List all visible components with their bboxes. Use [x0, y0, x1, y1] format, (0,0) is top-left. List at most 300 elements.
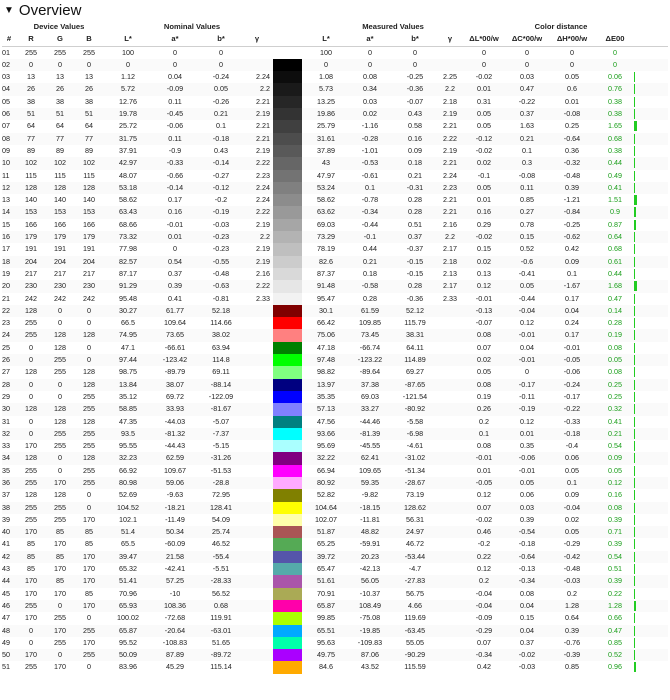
delta-h-cell: -0.25: [563, 219, 581, 229]
measured-l-cell: 47.18: [317, 342, 335, 352]
measured-gamma-cell: [438, 538, 462, 550]
delta-l-cell: -0.04: [475, 600, 493, 610]
color-swatch: [273, 661, 302, 673]
delta-c-cell: 0.3: [522, 158, 532, 168]
delta-h-cell: 1.28: [565, 600, 579, 610]
nominal-l-cell: 77.98: [119, 244, 137, 254]
delta-c-cell: 0.27: [520, 207, 534, 217]
device-g-cell: 255: [54, 514, 66, 524]
measured-l-cell: 13.97: [317, 379, 335, 389]
table-row: [2, 182, 668, 194]
col-header-measured-l: L*: [322, 34, 330, 44]
device-b-cell: 255: [83, 650, 95, 660]
nominal-b-cell: -0.12: [212, 182, 230, 192]
measured-a-cell: 0: [368, 59, 372, 69]
delta-h-cell: -0.48: [563, 564, 581, 574]
measured-gamma-cell: [438, 59, 462, 71]
nominal-l-cell: 1.12: [121, 72, 135, 82]
row-number-cell: 17: [2, 244, 10, 254]
device-b-cell: 115: [83, 170, 95, 180]
device-r-cell: 179: [25, 232, 37, 242]
color-swatch: [273, 588, 302, 600]
device-g-cell: 217: [54, 268, 66, 278]
nominal-gamma-cell: 2.19: [256, 145, 270, 155]
nominal-a-cell: -20.64: [164, 625, 186, 635]
measured-gamma-cell: 2.2: [445, 84, 455, 94]
nominal-a-cell: 45.29: [166, 662, 184, 672]
row-number-cell: 43: [2, 564, 10, 574]
nominal-gamma-cell: [244, 637, 270, 649]
row-number-cell: 37: [2, 490, 10, 500]
color-swatch: [273, 194, 302, 206]
measured-gamma-cell: 2.21: [443, 195, 457, 205]
nominal-gamma-cell: 2.2: [260, 84, 270, 94]
nominal-gamma-cell: 2.21: [256, 133, 270, 143]
nominal-b-cell: 54.09: [212, 514, 230, 524]
nominal-gamma-cell: [244, 526, 270, 538]
device-r-cell: 102: [25, 158, 37, 168]
device-r-cell: 153: [25, 207, 37, 217]
table-row: [2, 133, 668, 145]
device-g-cell: 115: [54, 170, 66, 180]
measured-gamma-cell: [438, 317, 462, 329]
measured-a-cell: -19.85: [359, 625, 381, 635]
delta-e-cell: 1.28: [608, 600, 622, 610]
measured-l-cell: 65.87: [317, 600, 335, 610]
delta-c-cell: -0.03: [518, 662, 536, 672]
device-r-cell: 0: [29, 428, 33, 438]
nominal-a-cell: 0.39: [168, 281, 182, 291]
table-row: [2, 83, 668, 95]
delta-e-bar: [634, 306, 635, 316]
delta-e-cell: 0.61: [608, 256, 622, 266]
nominal-gamma-cell: [244, 551, 270, 563]
nominal-b-cell: -0.18: [212, 133, 230, 143]
delta-c-cell: -0.02: [518, 650, 536, 660]
device-g-cell: 0: [58, 650, 62, 660]
nominal-a-cell: -89.79: [164, 367, 186, 377]
col-header-nominal-b: b*: [217, 34, 225, 44]
delta-e-bar: [634, 515, 635, 525]
device-b-cell: 128: [83, 453, 95, 463]
measured-gamma-cell: 2.13: [443, 268, 457, 278]
measured-a-cell: 56.05: [361, 576, 379, 586]
table-row: [2, 379, 668, 391]
delta-c-cell: -0.08: [518, 170, 536, 180]
color-swatch: [273, 514, 302, 526]
delta-e-cell: 0.87: [608, 219, 622, 229]
color-swatch: [273, 133, 302, 145]
delta-h-cell: -0.39: [563, 650, 581, 660]
delta-e-cell: 0.22: [608, 588, 622, 598]
delta-c-cell: -0.01: [518, 355, 536, 365]
device-r-cell: 85: [27, 564, 35, 574]
measured-b-cell: 0.18: [408, 158, 422, 168]
delta-e-bar: [634, 552, 635, 562]
measured-b-cell: -121.54: [402, 391, 428, 401]
measured-b-cell: -31.02: [404, 453, 426, 463]
device-b-cell: 255: [83, 428, 95, 438]
delta-e-bar: [634, 478, 635, 488]
delta-h-cell: -0.17: [563, 391, 581, 401]
nominal-a-cell: -0.9: [168, 145, 182, 155]
col-header-measured-a: a*: [366, 34, 374, 44]
measured-b-cell: 0.28: [408, 281, 422, 291]
nominal-a-cell: 0.37: [168, 268, 182, 278]
nominal-l-cell: 95.48: [119, 293, 137, 303]
delta-e-cell: 0.32: [608, 404, 622, 414]
device-r-cell: 0: [29, 637, 33, 647]
delta-e-cell: 0.54: [608, 441, 622, 451]
nominal-a-cell: 0.16: [168, 207, 182, 217]
row-number-cell: 08: [2, 133, 10, 143]
color-swatch: [273, 342, 302, 354]
delta-e-bar: [634, 490, 635, 500]
measured-gamma-cell: 2.21: [443, 207, 457, 217]
nominal-gamma-cell: [244, 403, 270, 415]
triangle-down-icon[interactable]: ▼: [4, 4, 14, 16]
measured-a-cell: -44.46: [359, 416, 381, 426]
delta-e-bar: [634, 158, 635, 168]
row-number-cell: 11: [2, 170, 10, 180]
delta-l-cell: -0.01: [475, 293, 493, 303]
nominal-l-cell: 97.44: [119, 355, 137, 365]
device-r-cell: 255: [25, 330, 37, 340]
measured-a-cell: 0.08: [363, 72, 377, 82]
table-row: [2, 538, 668, 550]
delta-l-cell: -0.02: [475, 145, 493, 155]
delta-h-cell: 0.04: [565, 305, 579, 315]
measured-gamma-cell: 2.23: [443, 182, 457, 192]
nominal-l-cell: 66.92: [119, 465, 137, 475]
device-r-cell: 255: [25, 514, 37, 524]
device-g-cell: 255: [54, 502, 66, 512]
device-r-cell: 170: [25, 588, 37, 598]
table-row: [2, 305, 668, 317]
device-r-cell: 115: [25, 170, 37, 180]
nominal-a-cell: -108.83: [162, 637, 188, 647]
nominal-a-cell: 59.06: [166, 477, 184, 487]
nominal-b-cell: 0.05: [214, 84, 228, 94]
nominal-values-group: Nominal Values: [163, 22, 221, 31]
nominal-a-cell: -81.32: [164, 428, 186, 438]
device-b-cell: 255: [83, 391, 95, 401]
col-header-device-g: G: [57, 34, 63, 44]
measured-l-cell: 82.6: [319, 256, 333, 266]
delta-e-cell: 0.08: [608, 342, 622, 352]
device-g-cell: 255: [54, 355, 66, 365]
nominal-b-cell: -7.37: [212, 428, 230, 438]
color-swatch: [273, 83, 302, 95]
delta-l-cell: 0.05: [477, 367, 491, 377]
nominal-b-cell: 51.65: [212, 637, 230, 647]
measured-gamma-cell: [438, 661, 462, 673]
device-g-cell: 179: [54, 232, 66, 242]
color-swatch: [273, 526, 302, 538]
measured-a-cell: 37.38: [361, 379, 379, 389]
delta-h-cell: 0.39: [565, 182, 579, 192]
delta-e-cell: 0.54: [608, 551, 622, 561]
measured-a-cell: 0.02: [363, 109, 377, 119]
delta-e-bar: [634, 207, 636, 217]
measured-b-cell: -0.36: [406, 293, 424, 303]
delta-l-cell: 0.42: [477, 662, 491, 672]
nominal-b-cell: -31.26: [210, 453, 232, 463]
color-swatch: [273, 489, 302, 501]
row-number-cell: 24: [2, 330, 10, 340]
measured-values-group: Measured Values: [362, 22, 424, 31]
device-r-cell: 140: [25, 195, 37, 205]
delta-e-cell: 0.41: [608, 416, 622, 426]
delta-e-bar: [634, 134, 635, 144]
measured-a-cell: -1.01: [361, 145, 379, 155]
color-swatch: [273, 366, 302, 378]
measured-l-cell: 57.13: [317, 404, 335, 414]
delta-l-cell: 0.01: [477, 84, 491, 94]
delta-e-bar: [634, 380, 635, 390]
table-row: [2, 108, 668, 120]
delta-e-cell: 0.05: [608, 355, 622, 365]
nominal-l-cell: 0: [126, 59, 130, 69]
color-swatch: [273, 96, 302, 108]
measured-a-cell: 20.23: [361, 551, 379, 561]
nominal-gamma-cell: 2.22: [256, 207, 270, 217]
measured-l-cell: 75.06: [317, 330, 335, 340]
delta-e-cell: 1.68: [608, 281, 622, 291]
measured-l-cell: 51.87: [317, 527, 335, 537]
delta-e-bar: [634, 589, 635, 599]
nominal-l-cell: 50.09: [119, 650, 137, 660]
device-b-cell: 153: [83, 207, 95, 217]
measured-l-cell: 47.97: [317, 170, 335, 180]
nominal-a-cell: 50.34: [166, 527, 184, 537]
color-swatch: [273, 59, 302, 71]
delta-l-cell: 0.01: [477, 195, 491, 205]
measured-b-cell: 38.31: [406, 330, 424, 340]
device-g-cell: 128: [54, 416, 66, 426]
delta-c-cell: 0.04: [520, 600, 534, 610]
row-number-cell: 16: [2, 232, 10, 242]
device-g-cell: 38: [56, 96, 64, 106]
col-header-nominal-gamma: γ: [254, 34, 260, 44]
nominal-b-cell: 56.52: [212, 588, 230, 598]
delta-h-cell: 0.09: [565, 490, 579, 500]
nominal-a-cell: -0.66: [166, 170, 184, 180]
nominal-l-cell: 48.07: [119, 170, 137, 180]
color-swatch: [273, 538, 302, 550]
delta-l-cell: 0.07: [477, 502, 491, 512]
measured-gamma-cell: 2.24: [443, 170, 457, 180]
table-row: [2, 145, 668, 157]
device-r-cell: 255: [25, 477, 37, 487]
device-r-cell: 77: [27, 133, 35, 143]
measured-l-cell: 95.47: [317, 293, 335, 303]
delta-e-bar: [634, 662, 636, 672]
nominal-l-cell: 65.32: [119, 564, 137, 574]
nominal-a-cell: 0.41: [168, 293, 182, 303]
delta-e-bar: [634, 417, 635, 427]
measured-b-cell: 0.58: [408, 121, 422, 131]
device-r-cell: 0: [29, 59, 33, 69]
measured-b-cell: 56.75: [406, 588, 424, 598]
col-header-delta-l: ΔL*00/w: [469, 34, 499, 44]
device-r-cell: 217: [25, 268, 37, 278]
measured-a-cell: 0.1: [365, 182, 375, 192]
measured-gamma-cell: [438, 588, 462, 600]
delta-e-cell: 1.65: [608, 121, 622, 131]
delta-h-cell: 0: [570, 59, 574, 69]
nominal-a-cell: 109.67: [164, 465, 186, 475]
delta-l-cell: 0.08: [477, 379, 491, 389]
delta-e-bar: [634, 441, 635, 451]
delta-e-cell: 0: [613, 59, 617, 69]
nominal-a-cell: -0.33: [166, 158, 184, 168]
measured-l-cell: 53.24: [317, 182, 335, 192]
nominal-a-cell: 0: [173, 47, 177, 57]
nominal-b-cell: 0.21: [214, 109, 228, 119]
measured-gamma-cell: [438, 379, 462, 391]
color-swatch: [273, 243, 302, 255]
device-g-cell: 13: [56, 72, 64, 82]
nominal-l-cell: 100: [122, 47, 134, 57]
nominal-a-cell: -44.43: [164, 441, 186, 451]
device-r-cell: 0: [29, 355, 33, 365]
color-swatch: [273, 219, 302, 231]
measured-l-cell: 104.64: [315, 502, 337, 512]
table-row: [2, 465, 668, 477]
nominal-l-cell: 32.23: [119, 453, 137, 463]
nominal-b-cell: -81.67: [210, 404, 232, 414]
measured-l-cell: 70.91: [317, 588, 335, 598]
measured-a-cell: -59.91: [359, 539, 381, 549]
nominal-gamma-cell: [244, 342, 270, 354]
device-b-cell: 128: [83, 182, 95, 192]
measured-l-cell: 80.92: [317, 477, 335, 487]
measured-l-cell: 91.48: [317, 281, 335, 291]
color-swatch: [273, 563, 302, 575]
row-number-cell: 09: [2, 145, 10, 155]
delta-l-cell: -0.05: [475, 477, 493, 487]
device-g-cell: 128: [54, 490, 66, 500]
row-number-cell: 40: [2, 527, 10, 537]
nominal-b-cell: 114.8: [212, 355, 230, 365]
measured-a-cell: -66.74: [359, 342, 381, 352]
delta-l-cell: -0.02: [475, 514, 493, 524]
measured-a-cell: 59.35: [361, 477, 379, 487]
delta-c-cell: 0.04: [520, 342, 534, 352]
delta-c-cell: -0.19: [518, 404, 536, 414]
device-b-cell: 255: [83, 465, 95, 475]
nominal-gamma-cell: [244, 354, 270, 366]
measured-l-cell: 95.63: [317, 637, 335, 647]
measured-a-cell: 0.44: [363, 244, 377, 254]
measured-gamma-cell: 2.17: [443, 281, 457, 291]
measured-l-cell: 65.51: [317, 625, 335, 635]
nominal-l-cell: 51.4: [121, 527, 135, 537]
delta-c-cell: 0: [525, 47, 529, 57]
delta-c-cell: 0.85: [520, 195, 534, 205]
delta-h-cell: 0.17: [565, 330, 579, 340]
device-r-cell: 191: [25, 244, 37, 254]
color-swatch: [273, 391, 302, 403]
delta-e-cell: 1.51: [608, 195, 622, 205]
nominal-l-cell: 104.52: [117, 502, 139, 512]
overview-section-header[interactable]: [4, 0, 81, 20]
delta-h-cell: 0.02: [565, 514, 579, 524]
measured-b-cell: -80.92: [404, 404, 426, 414]
delta-e-bar: [634, 626, 635, 636]
table-row: [2, 526, 668, 538]
measured-gamma-cell: [438, 403, 462, 415]
delta-e-bar: [634, 503, 635, 513]
measured-a-cell: -18.15: [359, 502, 381, 512]
measured-b-cell: 0.28: [408, 195, 422, 205]
measured-a-cell: -0.28: [361, 133, 379, 143]
delta-e-bar: [634, 343, 635, 353]
row-number-cell: 48: [2, 625, 10, 635]
measured-a-cell: -42.13: [359, 564, 381, 574]
nominal-a-cell: -10: [169, 588, 181, 598]
device-b-cell: 191: [83, 244, 95, 254]
delta-l-cell: 0.01: [477, 465, 491, 475]
row-number-cell: 06: [2, 109, 10, 119]
device-b-cell: 0: [87, 59, 91, 69]
measured-b-cell: 4.66: [408, 600, 422, 610]
device-r-cell: 26: [27, 84, 35, 94]
measured-l-cell: 35.35: [317, 391, 335, 401]
row-number-cell: 42: [2, 551, 10, 561]
measured-b-cell: 24.97: [406, 527, 424, 537]
nominal-b-cell: -0.55: [212, 256, 230, 266]
measured-b-cell: -0.37: [406, 244, 424, 254]
nominal-gamma-cell: 2.19: [256, 109, 270, 119]
nominal-gamma-cell: [244, 563, 270, 575]
device-g-cell: 85: [56, 551, 64, 561]
delta-c-cell: -0.06: [518, 453, 536, 463]
delta-h-cell: 0.05: [565, 72, 579, 82]
device-g-cell: 0: [58, 453, 62, 463]
nominal-a-cell: -72.68: [164, 613, 186, 623]
measured-l-cell: 69.03: [317, 219, 335, 229]
nominal-b-cell: -0.27: [212, 170, 230, 180]
nominal-l-cell: 30.27: [119, 305, 137, 315]
measured-gamma-cell: [438, 465, 462, 477]
nominal-b-cell: -0.23: [212, 244, 230, 254]
device-b-cell: 128: [83, 367, 95, 377]
nominal-a-cell: 0: [173, 244, 177, 254]
device-r-cell: 128: [25, 490, 37, 500]
device-g-cell: 153: [54, 207, 66, 217]
nominal-b-cell: -5.07: [212, 416, 230, 426]
table-row: [2, 293, 668, 305]
delta-e-cell: 0.08: [608, 367, 622, 377]
table-row: [2, 440, 668, 452]
row-number-cell: 04: [2, 84, 10, 94]
measured-gamma-cell: [438, 612, 462, 624]
measured-l-cell: 13.25: [317, 96, 335, 106]
device-g-cell: 255: [54, 637, 66, 647]
table-row: [2, 514, 668, 526]
nominal-b-cell: -5.51: [212, 564, 230, 574]
measured-b-cell: -51.34: [404, 465, 426, 475]
nominal-l-cell: 93.5: [121, 428, 135, 438]
row-number-cell: 39: [2, 514, 10, 524]
device-g-cell: 64: [56, 121, 64, 131]
row-number-cell: 23: [2, 318, 10, 328]
delta-l-cell: 0.29: [477, 219, 491, 229]
device-g-cell: 102: [54, 158, 66, 168]
nominal-b-cell: -0.26: [212, 96, 230, 106]
